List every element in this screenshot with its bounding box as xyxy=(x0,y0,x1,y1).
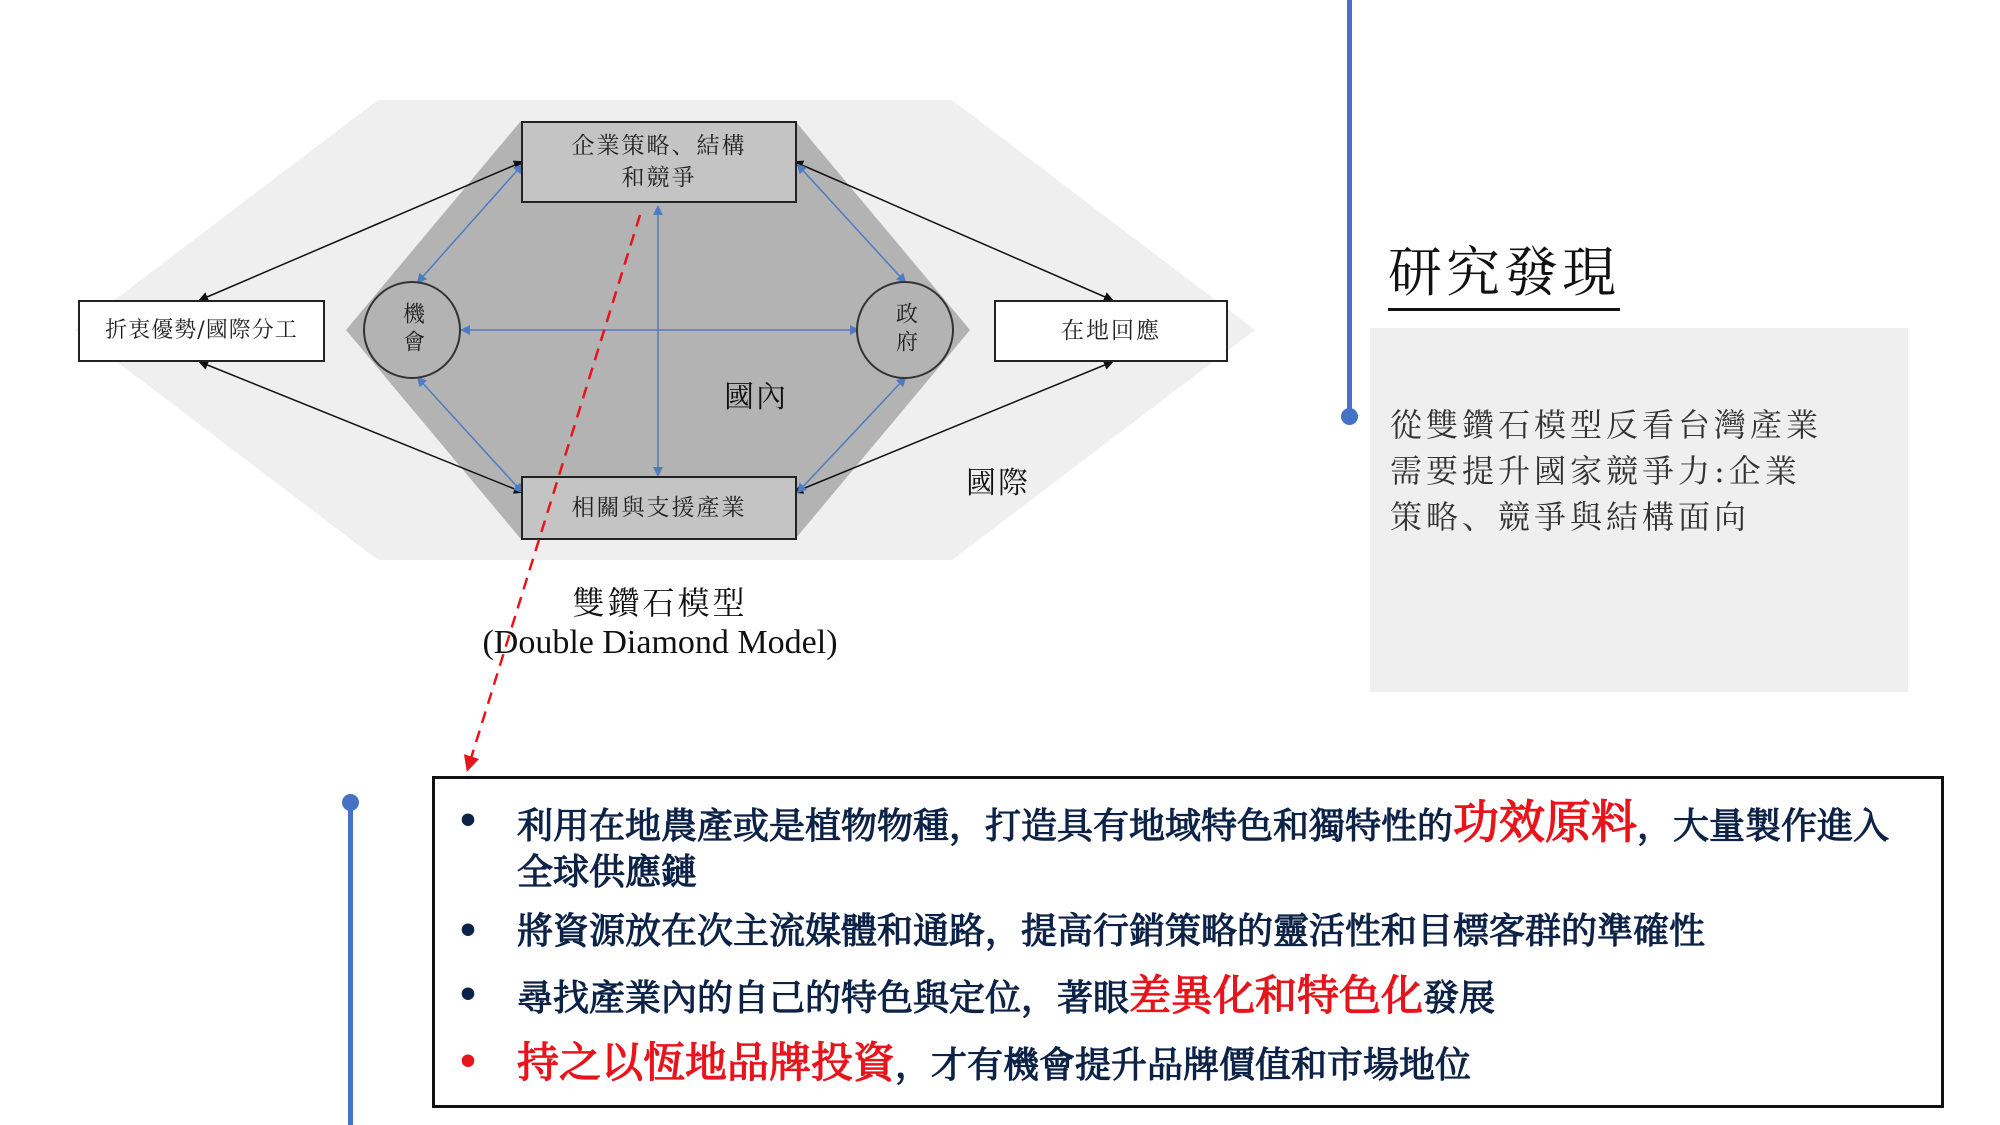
key-points-list xyxy=(435,795,1941,1107)
list-item xyxy=(435,909,1941,955)
bullet-highlight: 差異化和特色化 xyxy=(1129,971,1424,1020)
bullet-text-end: ，才有機會提升品牌價值和市場地位 xyxy=(895,1045,1472,1086)
bullet-dot: • xyxy=(456,911,480,952)
bullet-dot: • xyxy=(456,801,480,842)
bullet-text-end: ，大量製作進入全球供應鏈 xyxy=(517,806,1890,893)
key-points-box xyxy=(432,776,1944,1108)
bullet-text: 尋找產業內的自己的特色與定位，著眼 xyxy=(517,978,1130,1019)
right-box-label: 在地回應 xyxy=(1061,318,1161,344)
bullet-dot: • xyxy=(456,975,480,1016)
bullet-highlight: 持之以恆地品牌投資 xyxy=(517,1038,896,1087)
left-box-label: 折衷優勢/國際分工 xyxy=(105,318,298,343)
list-item xyxy=(435,1040,1941,1089)
bottom-box-label: 相關與支援產業 xyxy=(571,495,747,521)
domestic-label: 國內 xyxy=(724,380,788,415)
diagram-caption-en: (Double Diamond Model) xyxy=(482,624,838,661)
list-item xyxy=(435,973,1941,1022)
bullet-highlight: 功效原料 xyxy=(1453,795,1638,849)
findings-box xyxy=(1370,328,1908,692)
diagram-caption-zh: 雙鑽石模型 xyxy=(572,584,748,622)
opportunity-label: 機會 xyxy=(399,302,425,358)
bullet-text: 利用在地農產或是植物物種，打造具有地域特色和獨特性的 xyxy=(517,806,1454,847)
bullet-text: 將資源放在次主流媒體和通路，提高行銷策略的靈活性和目標客群的準確性 xyxy=(517,911,1706,952)
top-box-label: 企業策略、結構 和競爭 xyxy=(571,133,747,191)
bullet-text-end: 發展 xyxy=(1423,978,1496,1019)
findings-text: 從雙鑽石模型反看台灣產業需要提升國家競爭力:企業策略、競爭與結構面向 xyxy=(1390,406,1823,536)
international-label: 國際 xyxy=(966,466,1030,501)
list-item xyxy=(435,795,1941,893)
findings-title: 研究發現 xyxy=(1388,240,1620,311)
bullet-dot: • xyxy=(456,1042,480,1083)
government-label: 政府 xyxy=(892,302,918,358)
